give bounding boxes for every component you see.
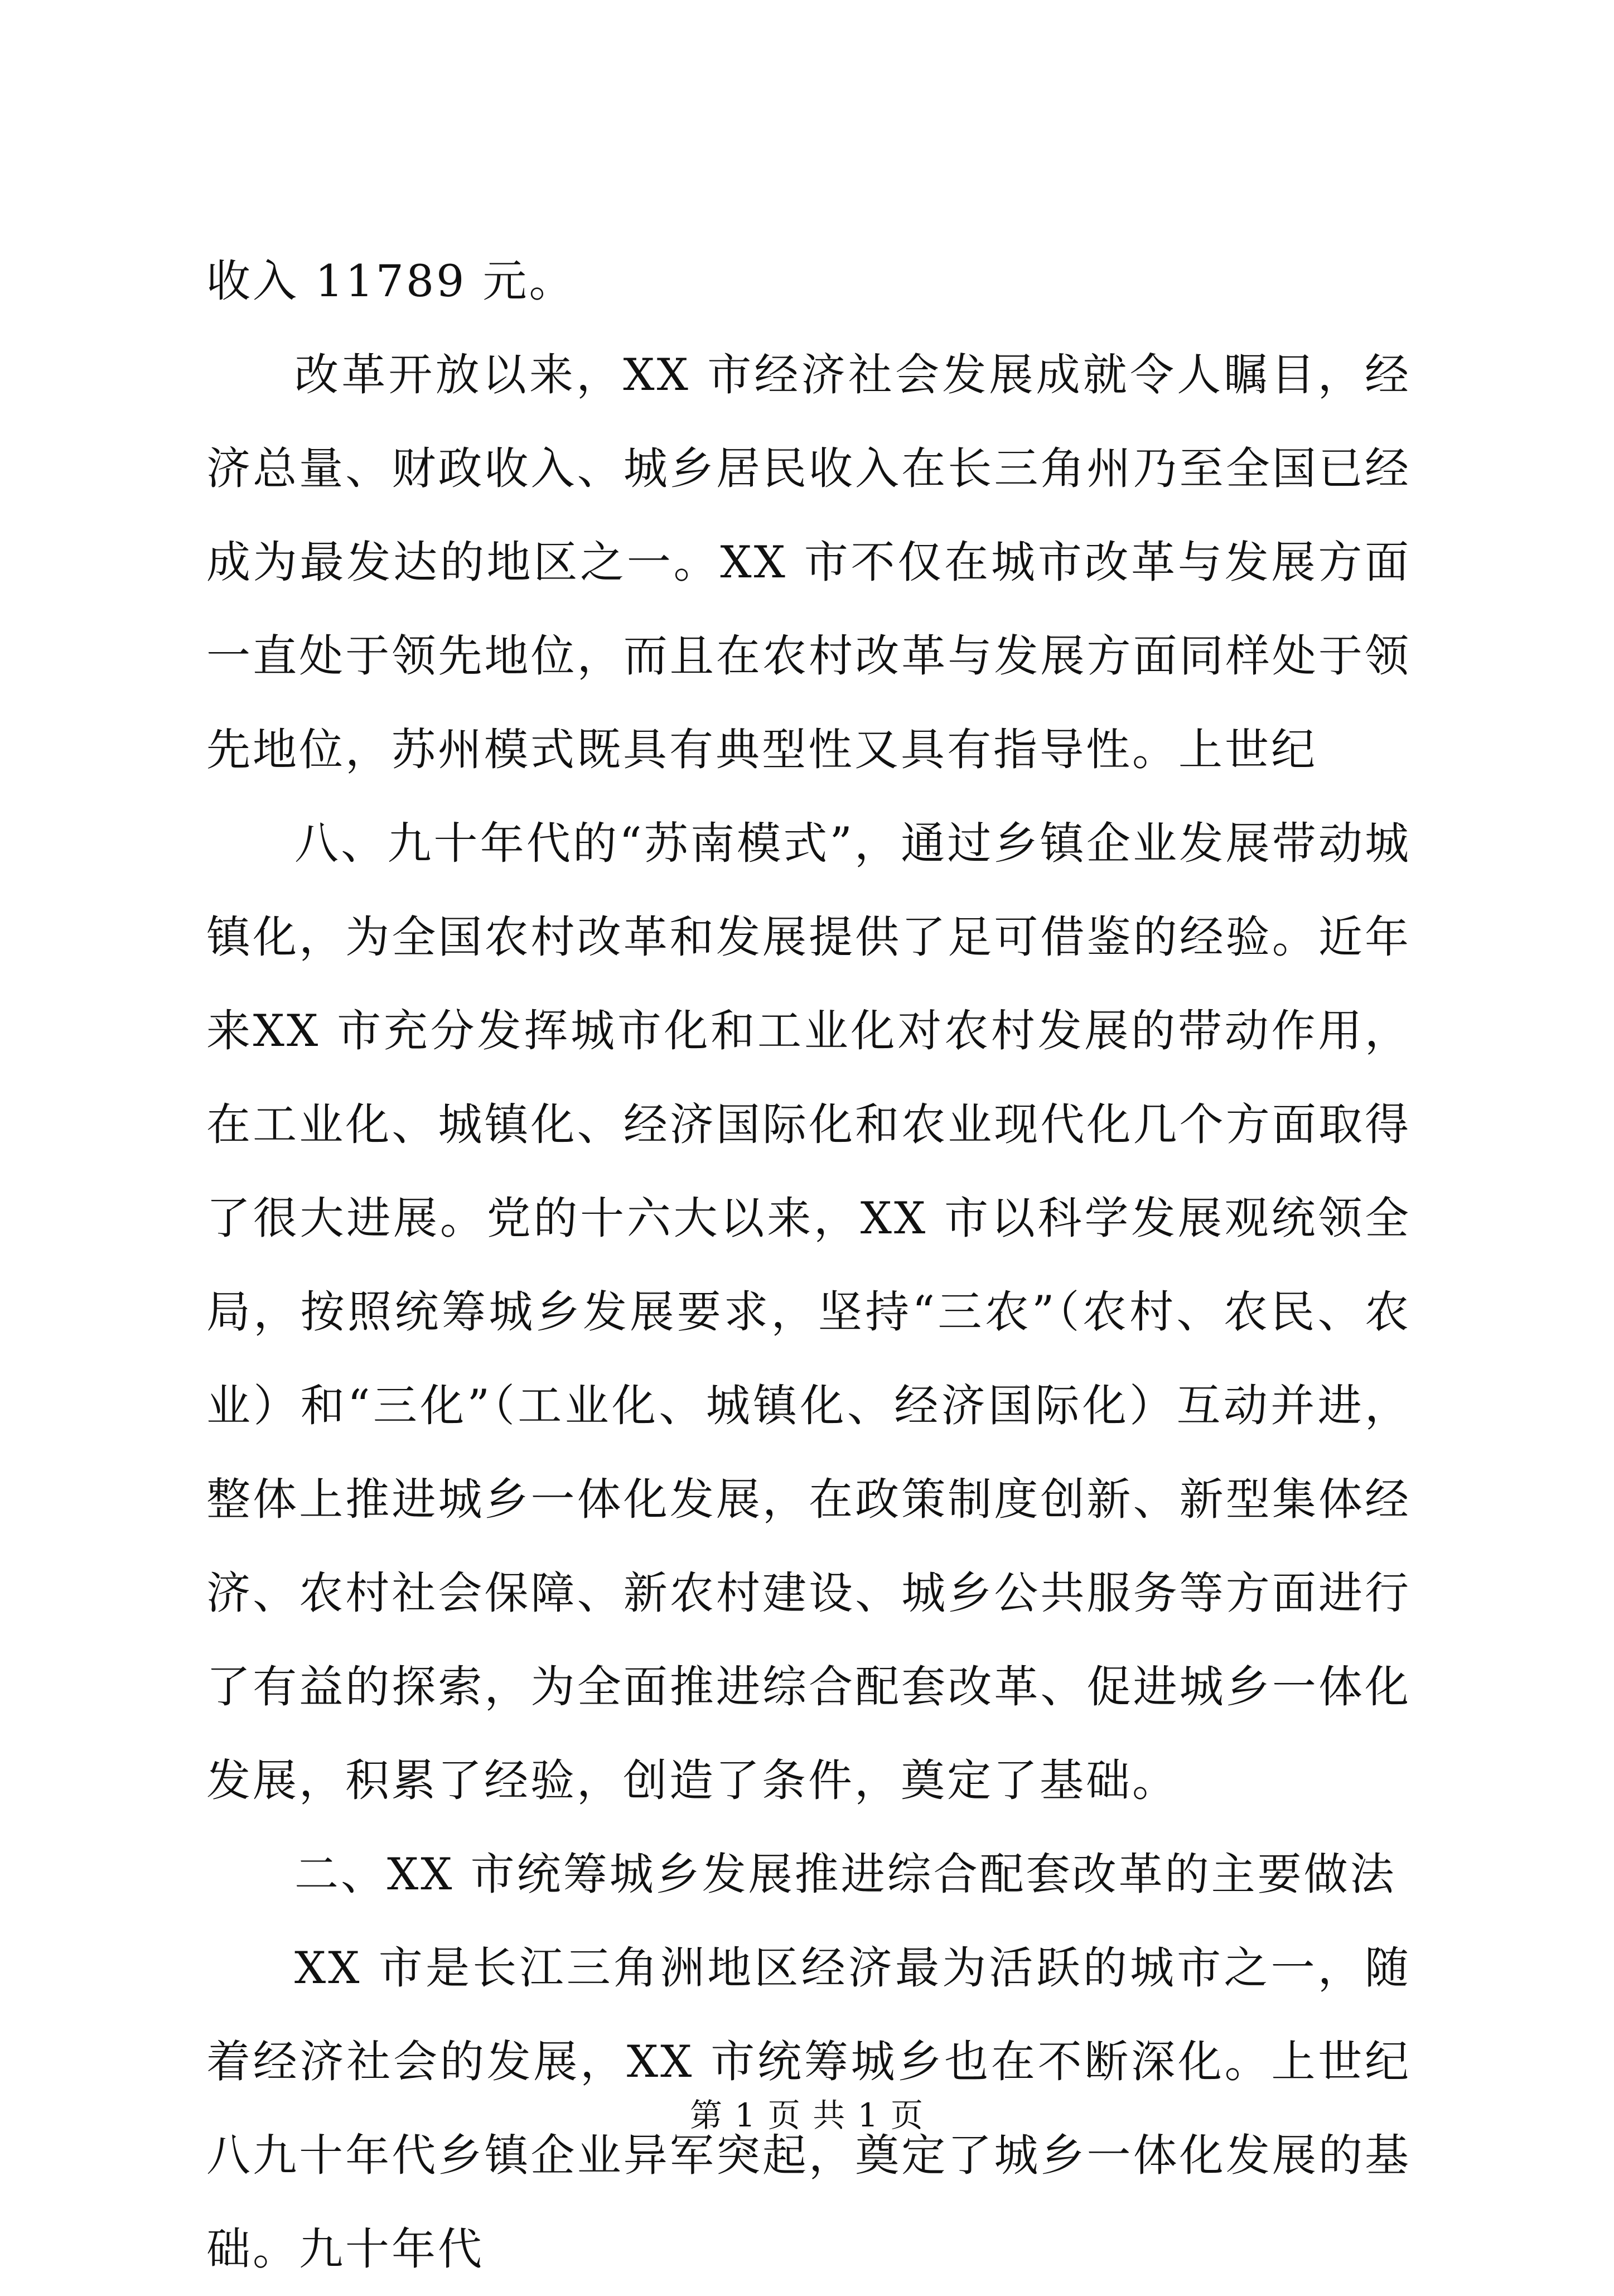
page-number-footer: 第 1 页 共 1 页 xyxy=(690,2096,924,2134)
section-heading: 二、XX 市统筹城乡发展推进综合配套改革的主要做法 xyxy=(294,1849,1396,1900)
paragraph-sunan-model: 八、九十年代的“苏南模式”，通过乡镇企业发展带动城镇化，为全国农村改革和发展提供了足可借鉴的经验。近年来XX 市充分发挥城市化和工业化对农村发展的带动作用，在工业化、城镇化、经济国际化和农业现代化几个方面取得了很大进展。党的十六大以来，XX 市以科学发展观统领全局，按照统筹城乡发展要求，坚持“三农”（农村、农民、农业）和“三化”（工业化、城镇化、经济国际化）互动并进，整体上推进城乡一体化发展，在政策制度创新、新型集体经济、农村社会保障、新农村建设、城乡公共服务等方面进行了有益的探索，为全面推进综合配套改革、促进城乡一体化发展，积累了经验，创造了条件，奠定了基础。 xyxy=(206,818,1411,1806)
document-body xyxy=(206,234,1411,2296)
paragraph-reform-achievements: 改革开放以来，XX 市经济社会发展成就令人瞩目，经济总量、财政收入、城乡居民收入在长三角州乃至全国已经成为最发达的地区之一。XX 市不仅在城市改革与发展方面一直处于领先地位，而且在农村改革与发展方面同样处于领先地位，苏州模式既具有典型性又具有指导性。上世纪 xyxy=(206,349,1411,775)
paragraph-continuation: 收入 11789 元。 xyxy=(206,255,576,307)
paragraph-yangtze-delta: XX 市是长江三角洲地区经济最为活跃的城市之一，随着经济社会的发展，XX 市统筹城乡也在不断深化。上世纪八九十年代乡镇企业异军突起，奠定了城乡一体化发展的基础。九十年代 xyxy=(206,1942,1411,2275)
